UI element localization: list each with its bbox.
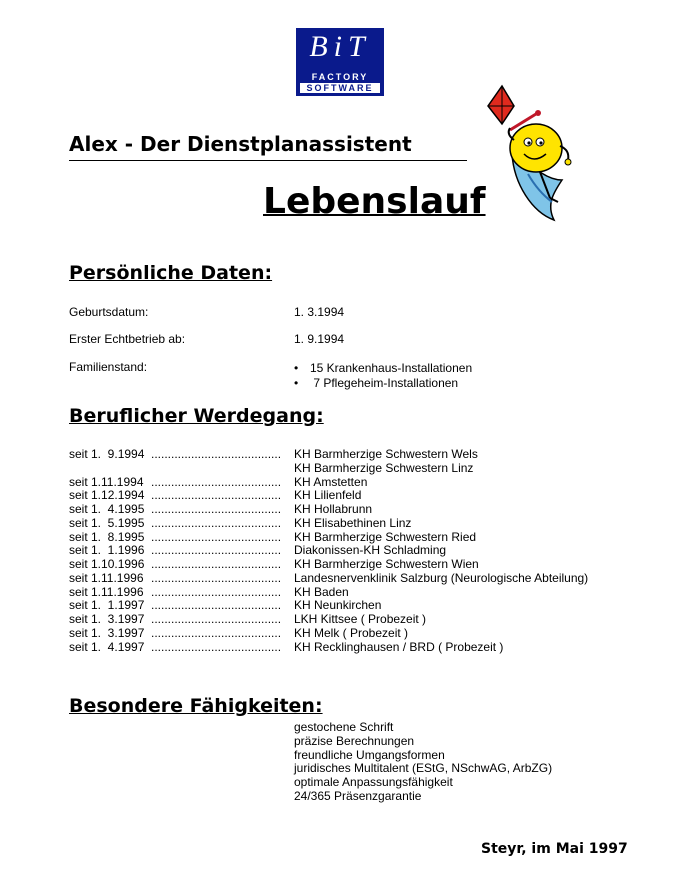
table-row — [69, 627, 609, 641]
career-place: KH Recklinghausen / BRD ( Probezeit ) — [294, 639, 504, 654]
skills-list — [294, 721, 552, 804]
career-place: Diakonissen-KH Schladming — [294, 543, 447, 558]
career-place: Landesnervenklinik Salzburg (Neurologische Abteilung) — [294, 570, 589, 585]
dot-leader: ....................................... — [151, 613, 282, 626]
dot-leader: ....................................... — [151, 503, 282, 516]
career-place: KH Amstetten — [294, 474, 368, 489]
career-place: KH Baden — [294, 584, 349, 599]
list-item: gestochene Schrift — [294, 720, 394, 734]
career-place: KH Barmherzige Schwestern Linz — [294, 460, 474, 475]
logo-brand-text: BiT — [309, 30, 371, 63]
place-and-date: Steyr, im Mai 1997 — [481, 841, 628, 857]
dot-leader: ....................................... — [151, 530, 282, 544]
dot-leader: ....................................... — [151, 516, 282, 530]
career-date: seit 1. 4.1997 — [69, 640, 145, 654]
career-place: KH Lilienfeld — [294, 488, 362, 503]
table-row — [69, 558, 609, 572]
career-date: seit 1. 3.1997 — [69, 626, 145, 640]
dot-leader: ....................................... — [151, 626, 282, 640]
list-item: optimale Anpassungsfähigkeit — [294, 775, 453, 789]
birth-date-value: 1. 3.1994 — [294, 305, 345, 319]
dot-leader: ....................................... — [151, 599, 282, 613]
table-row — [69, 613, 609, 627]
career-date: seit 1.11.1994 — [69, 475, 144, 489]
dot-leader: ....................................... — [151, 544, 282, 558]
family-status-list — [294, 361, 472, 391]
list-item: freundliche Umgangsformen — [294, 747, 445, 762]
dot-leader: ....................................... — [151, 448, 282, 461]
career-date: seit 1. 8.1995 — [69, 530, 145, 544]
document-title: Alex - Der Dienstplanassistent — [69, 132, 467, 161]
list-item: • 7 Pflegeheim-Installationen — [294, 376, 472, 391]
dot-leader: ....................................... — [151, 640, 282, 654]
dot-leader: ....................................... — [151, 571, 282, 585]
section-heading-personal: Persönliche Daten: — [69, 262, 273, 284]
section-heading-skills: Besondere Fähigkeiten: — [69, 695, 323, 717]
career-place: KH Neunkirchen — [294, 598, 382, 613]
career-place: KH Barmherzige Schwestern Wien — [294, 557, 479, 571]
career-place: KH Melk ( Probezeit ) — [294, 625, 409, 640]
logo-factory-text: FACTORY — [311, 72, 369, 82]
table-row — [69, 572, 609, 586]
table-row — [69, 599, 609, 613]
career-date: seit 1.11.1996 — [69, 585, 144, 599]
table-row — [69, 462, 609, 476]
career-date: seit 1. 5.1995 — [69, 516, 145, 530]
table-row — [69, 531, 609, 545]
mascot-sun-kite-icon — [484, 84, 584, 224]
career-date: seit 1.11.1996 — [69, 571, 144, 585]
career-list — [69, 448, 609, 654]
list-item: 24/365 Präsenzgarantie — [294, 788, 422, 803]
dot-leader: ....................................... — [151, 585, 282, 599]
career-date: seit 1.12.1994 — [69, 489, 145, 503]
career-date: seit 1. 1.1997 — [69, 599, 145, 613]
table-row — [69, 476, 609, 490]
first-operation-value: 1. 9.1994 — [294, 332, 345, 346]
table-row — [69, 503, 609, 517]
career-place: KH Hollabrunn — [294, 502, 373, 516]
table-row — [69, 448, 609, 462]
first-operation-label: Erster Echtbetrieb ab: — [69, 332, 186, 346]
logo-software-text: SOFTWARE — [300, 83, 380, 93]
birth-date-label: Geburtsdatum: — [69, 305, 149, 319]
dot-leader: ....................................... — [151, 489, 282, 503]
family-status-label: Familienstand: — [69, 360, 148, 374]
list-item: präzise Berechnungen — [294, 733, 415, 748]
career-date: seit 1. 3.1997 — [69, 613, 145, 626]
table-row — [69, 489, 609, 503]
bit-factory-logo — [296, 28, 384, 96]
career-place: LKH Kittsee ( Probezeit ) — [294, 612, 427, 626]
table-row — [69, 586, 609, 600]
career-place: KH Barmherzige Schwestern Ried — [294, 529, 477, 544]
table-row — [69, 641, 609, 655]
list-item: • 15 Krankenhaus-Installationen — [294, 361, 472, 376]
career-date: seit 1. 9.1994 — [69, 448, 145, 461]
career-place: KH Elisabethinen Linz — [294, 515, 412, 530]
table-row — [69, 517, 609, 531]
career-date: seit 1. 1.1996 — [69, 544, 145, 558]
list-item: juridisches Multitalent (EStG, NSchwAG, ArbZG) — [294, 761, 553, 776]
career-date: seit 1.10.1996 — [69, 558, 145, 571]
career-date: seit 1. 4.1995 — [69, 503, 145, 516]
career-place: KH Barmherzige Schwestern Wels — [294, 447, 478, 461]
section-heading-career: Beruflicher Werdegang: — [69, 405, 324, 427]
table-row — [69, 544, 609, 558]
dot-leader: ....................................... — [151, 558, 282, 571]
main-heading: Lebenslauf — [263, 181, 486, 222]
dot-leader: ....................................... — [151, 475, 282, 489]
